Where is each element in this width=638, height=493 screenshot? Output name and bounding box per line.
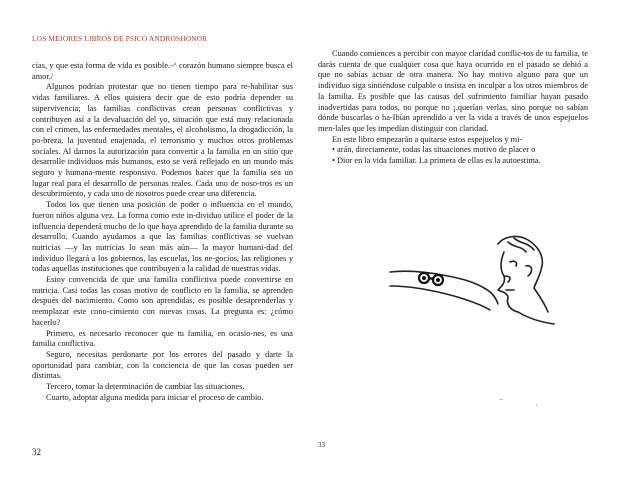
scan-mark: , (536, 401, 538, 407)
sketch-illustration (388, 232, 556, 328)
scan-mark: -- (499, 397, 503, 403)
left-page-text (32, 61, 293, 404)
bullet-list (318, 145, 588, 166)
running-header: LOS MEJORES LIBROS DE PSICO ANDROSHONOR (32, 34, 208, 43)
paragraph: Cuando comiences a percibir con mayor claridad conflic-tos de tu familia, te darás cuenta de que cualquier cosa que haya ocurrido en el pasado se debió a que no sabías actuar de otra manera. No hay motivo alguno para que un individuo siga sintiéndose culpable o insista en inculpar a los otros miembros de la familia. Es posible que las causas del sufrimiento familiar hayan pasado inadvertidas para todos, no porque no ¡.querían verlas, sino porque no sabían dónde buscarlas o ha-Ibían aprendido a ver la vida a través de unos espejuelos men-lales que les impedían distinguir con claridad. (318, 49, 588, 133)
paragraph: cías, y que esta forma de vida es posible.-^ corazón humano siempre busca el amor./ (32, 61, 293, 81)
paragraph: Todos los que tienen una posición de poder o influencia en el mundo, fueron niños alguna vez. La forma como este in-dividuo utilice el poder de la influencia dependerá mucho de lo que haya aprendido de la familia durante su desarrollo. Cuando ayudamos a que las familias conflictivas se vuelvan nutricias —y las nutricias lo sean más aún— la mayor humani-dad del individuo llegará a los gobiernos, las escuelas, los ne-gocios, las religiones y todas aquellas instituciones que contribuyen a la calidad de nuestras vidas. (32, 200, 293, 274)
list-item: • Dior en la vida familiar. La primera de ellas es la autoestima. (332, 156, 588, 167)
paragraph: Estoy convencida de que una familia conflictiva puede convertirse en nutricia. Casi todas las cosas motivo de conflicto en la familia, se aprenden después del nacimiento. Como son aprendidas, es posible desaprenderlas y reemplazar este cono-cimiento con nuevas cosas. La pregunta es: ¿cómo hacerlo? (32, 275, 293, 327)
page-number-left: 32 (32, 447, 41, 457)
right-page-text (318, 49, 588, 167)
list-item: • arán, directamente, todas las situaciones motivo de placer o (332, 145, 588, 156)
paragraph: Tercero, tomar la determinación de cambiar las situaciones. (46, 382, 245, 392)
paragraph: Cuarto, adoptar alguna medida para iniciar el proceso de cambio. (46, 392, 264, 402)
page-number-right: 33 (318, 441, 325, 449)
paragraph: En este libro empezarán a quitarse estos espejuelos y mi- (332, 134, 523, 144)
paragraph: Primero, es necesario reconocer que tu familia, en ocasio-nes, es una familia conflictiva. (32, 328, 293, 349)
paragraph: Seguro, necesitas perdonarte por los errores del pasado y darte la oportunidad para cambiar, con la conciencia de que las cosas pueden ser distintas. (32, 349, 293, 381)
paragraph: Algunos podrían protestar que no tienen tiempo para re-habilitar sus vidas familiares. A ellos quisiera decir que de esto podría depender su supervivencia; las familias conflictivas crean personas conflictivas y contribuyen así a la devaluación del yo, situación que está muy relacionada con el crimen, las enfermedades mentales, el alcoholismo, la drogadicción, la po-breza, la juventud enajenada, el terrorismo y muchos otros problemas sociales. Al darnos la autorización para convertir a la familia en un sitio que desarrolle individuos más humanos, esto se verá reflejado en un mundo más seguro y humana-mente responsivo. Podemos hacer que la familia sea un lugar real para el desarrollo de personas reales. Cada uno de noso-tros es un descubrimiento, y cada uno de nosotros puede crear una diferencia. (32, 82, 293, 199)
